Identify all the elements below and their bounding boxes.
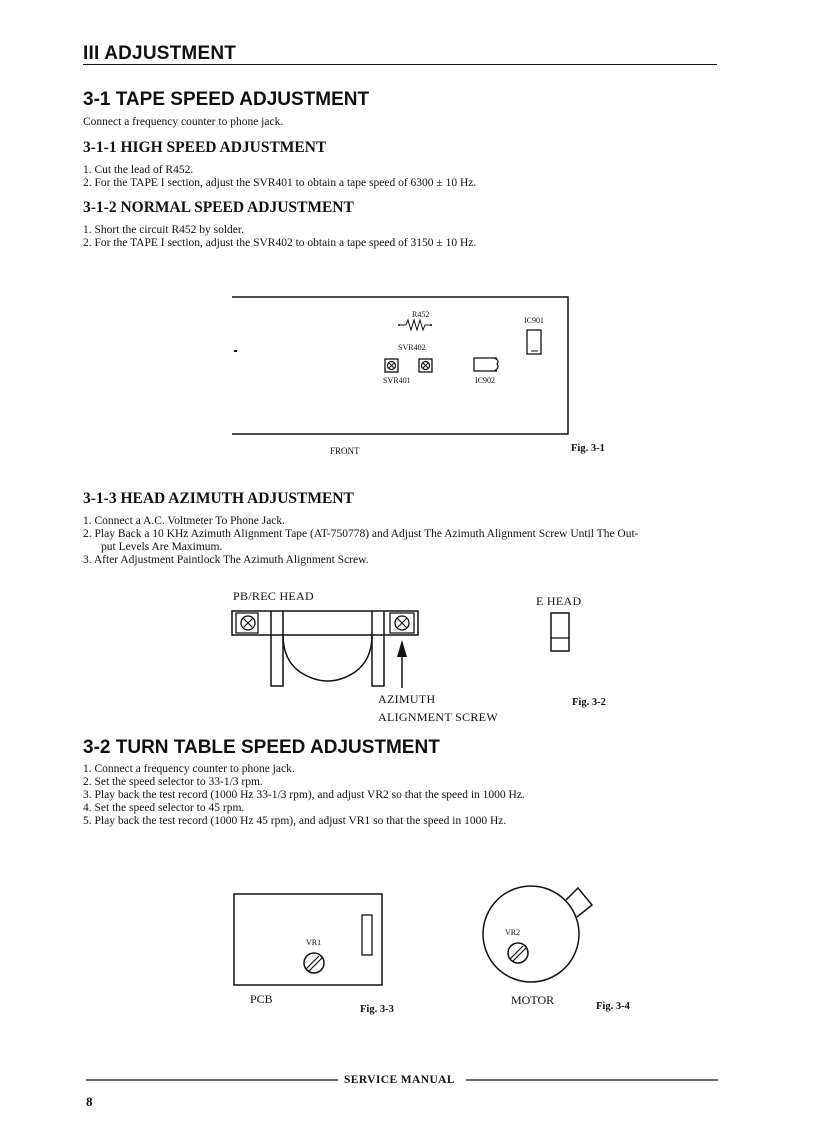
label-svr402: SVR402 [398, 343, 426, 352]
label-pcb: PCB [250, 992, 273, 1006]
section-3-1-1-title: 3-1-1 HIGH SPEED ADJUSTMENT [83, 139, 327, 156]
label-pbrec-head: PB/REC HEAD [233, 589, 314, 603]
label-motor: MOTOR [511, 993, 555, 1007]
step-3-2-1: 1. Connect a frequency counter to phone jack. [83, 763, 295, 775]
step-3-1-1-2: 2. For the TAPE I section, adjust the SVR401 to obtain a tape speed of 6300 ± 10 Hz. [83, 177, 477, 189]
section-3-2-title: 3-2 TURN TABLE SPEED ADJUSTMENT [83, 737, 440, 758]
step-3-1-3-2-cont: put Levels Are Maximum. [101, 541, 223, 553]
ic901-symbol [527, 330, 541, 354]
label-alignment-screw: ALIGNMENT SCREW [378, 710, 498, 724]
fig-3-1-board [232, 297, 568, 434]
fig-3-4-caption: Fig. 3-4 [596, 1001, 630, 1012]
label-r452: R452 [412, 310, 430, 319]
step-3-1-1-1: 1. Cut the lead of R452. [83, 164, 194, 176]
svr401-symbol [385, 359, 398, 372]
step-3-2-2: 2. Set the speed selector to 33-1/3 rpm. [83, 776, 263, 788]
ic902-symbol [474, 358, 498, 371]
step-3-1-3-3: 3. After Adjustment Paintlock The Azimuth Alignment Screw. [83, 554, 369, 566]
label-svr401: SVR401 [383, 376, 411, 385]
pbrec-head-drawing [232, 611, 418, 686]
step-3-2-3: 3. Play back the test record (1000 Hz 33-1/3 rpm), and adjust VR2 so that the speed in 1000 Hz. [83, 789, 525, 801]
section-3-1-3-title: 3-1-3 HEAD AZIMUTH ADJUSTMENT [83, 490, 354, 507]
label-vr2: VR2 [505, 928, 521, 937]
label-e-head: E HEAD [536, 594, 582, 608]
section-3-1-title: 3-1 TAPE SPEED ADJUSTMENT [83, 89, 370, 110]
motor-drawing [483, 886, 592, 982]
fig-3-2-caption: Fig. 3-2 [572, 697, 606, 708]
vr1-trimmer-icon [304, 953, 324, 973]
step-3-2-4: 4. Set the speed selector to 45 rpm. [83, 802, 245, 814]
chapter-title: III ADJUSTMENT [83, 43, 237, 64]
resistor-r452-symbol [398, 320, 432, 330]
label-azimuth: AZIMUTH [378, 692, 436, 706]
label-ic901: IC901 [524, 316, 544, 325]
azimuth-screw-icon [395, 616, 409, 630]
label-front: FRONT [330, 446, 360, 456]
step-3-2-5: 5. Play back the test record (1000 Hz 45 rpm), and adjust VR1 so that the speed in 1000 Hz. [83, 815, 507, 827]
fig-3-3-caption: Fig. 3-3 [360, 1004, 394, 1015]
e-head-drawing [551, 613, 569, 651]
vr2-trimmer-icon [508, 943, 528, 963]
section-3-1-2-title: 3-1-2 NORMAL SPEED ADJUSTMENT [83, 199, 354, 216]
step-3-1-3-2: 2. Play Back a 10 KHz Azimuth Alignment Tape (AT-750778) and Adjust The Azimuth Alignment Screw Until The Out- [83, 528, 639, 540]
svr402-symbol [419, 359, 432, 372]
step-3-1-3-1: 1. Connect a A.C. Voltmeter To Phone Jack. [83, 515, 286, 527]
label-vr1: VR1 [306, 938, 322, 947]
footer-label: SERVICE MANUAL [344, 1074, 455, 1086]
fig-3-1-caption: Fig. 3-1 [571, 443, 605, 454]
azimuth-arrow-icon [397, 640, 407, 688]
screw-left-icon [241, 616, 255, 630]
label-ic902: IC902 [475, 376, 495, 385]
page-number: 8 [86, 1094, 93, 1109]
section-3-1-intro: Connect a frequency counter to phone jack. [83, 116, 284, 128]
step-3-1-2-1: 1. Short the circuit R452 by solder. [83, 224, 244, 236]
step-3-1-2-2: 2. For the TAPE I section, adjust the SVR402 to obtain a tape speed of 3150 ± 10 Hz. [83, 237, 477, 249]
